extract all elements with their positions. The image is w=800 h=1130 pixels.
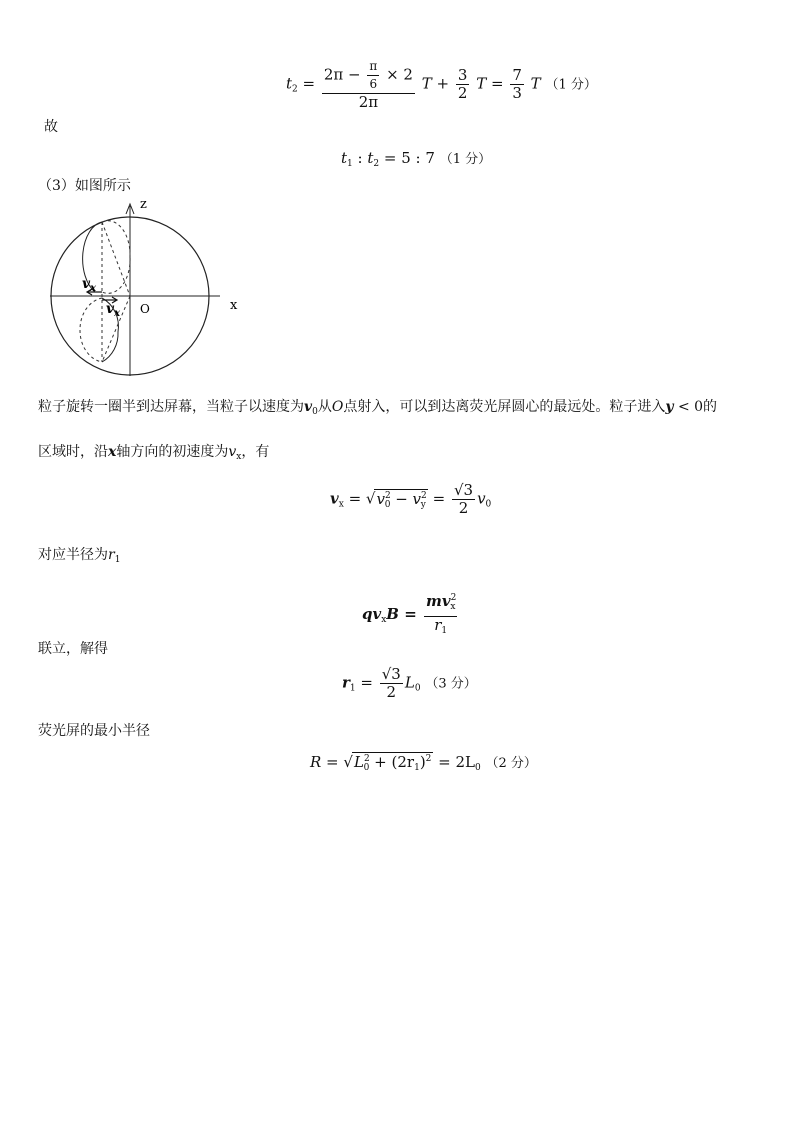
part3-label: （3）如图所示 [38,178,131,194]
fraction-main [322,58,415,111]
f3-den: 3 [512,84,522,102]
score-r1: （3 分） [425,676,477,692]
t2-symbol: t [286,74,293,93]
radius-label: 对应半径为$r_1$ [38,547,121,565]
fraction-r1: $\frac{√3}{2}$ [381,665,401,701]
after3: T [530,74,541,93]
equation-r1: $r_1$ = $\frac{√3}{2}$ $L_0$ （3 分） [342,665,477,701]
score-t2: （1 分） [545,77,597,93]
six-den: 6 [369,77,378,91]
equation-vx: $v_x = √v^2_0 - v^2_y$ = $\frac{√3}{2}$ $v_0$ [330,481,492,517]
den-two-pi: 2π [358,93,379,111]
t2-sym: t [367,149,374,167]
fraction-three-two [456,67,470,102]
axis-z-label: z [140,197,147,212]
num-two-pi: 2π − [323,65,361,84]
f2-num: 3 [457,66,468,84]
equation-force: $qv_xB$ = $\frac{mv^2_x}{r_1}$ [362,590,459,640]
axis-x-label: x [230,298,238,313]
trajectory-figure [40,192,260,377]
f2-den: 2 [457,84,468,102]
vx-label-upper: $v_x$ [82,276,97,294]
num-times-two: × 2 [386,65,413,84]
after2: T = [476,74,504,93]
fraction-force: $\frac{mv^2_x}{r_1}$ [426,592,457,636]
t1-symbol: t [341,149,348,167]
equation-t2: $t_2$ = 2π − $\frac{\pi}{6}$ × 2 2π T + $\frac{3}{2}$ T = $\frac{7}{3}$ T （1 分） [286,59,597,111]
solve-label: 联立，解得 [38,641,108,657]
after1: T + [421,74,450,93]
pi-num: π [367,58,379,76]
dashed-line-upper [102,222,130,296]
ratio-colon: : [352,149,368,167]
min-radius-label: 荧光屏的最小半径 [38,723,150,739]
lower-dashed-arc [80,298,102,362]
equation-ratio [341,148,491,169]
f3-num: 7 [512,66,522,84]
ratio-rest: = 5 : 7 [379,149,435,167]
t1-sub: 1 [347,159,353,169]
equation-R: $R = √L^2_0 + (2r_1)^2 = 2L_0$ （2 分） [310,753,537,773]
fraction-seven-three [510,67,524,102]
gu-label: 故 [44,119,58,135]
score-R: （2 分） [485,756,537,771]
sqrt-R: $L^2_0 + (2r_1)^2$ [353,753,432,773]
fraction-pi-six [367,58,379,93]
origin-label: O [140,302,150,316]
sqrt-group: $v^2_0 - v^2_y$ [376,489,427,510]
t2-sub: 2 [292,84,298,95]
vx-label-lower: $v_x$ [106,301,121,319]
para1-line1: 粒子旋转一圈半到达屏幕，当粒子以速度为$v_0$从O点射入，可以到达离荧光屏圆心的最远处。粒子进入y < 0的 [38,399,718,417]
para1-line2: 区域时，沿x轴方向的初速度为$v_x$，有 [38,444,270,462]
score-ratio: （1 分） [439,152,492,167]
upper-dashed-arc [102,221,130,294]
fraction-sqrt3-2: $\frac{√3}{2}$ [453,481,474,517]
t2-sub2: 2 [373,159,380,169]
